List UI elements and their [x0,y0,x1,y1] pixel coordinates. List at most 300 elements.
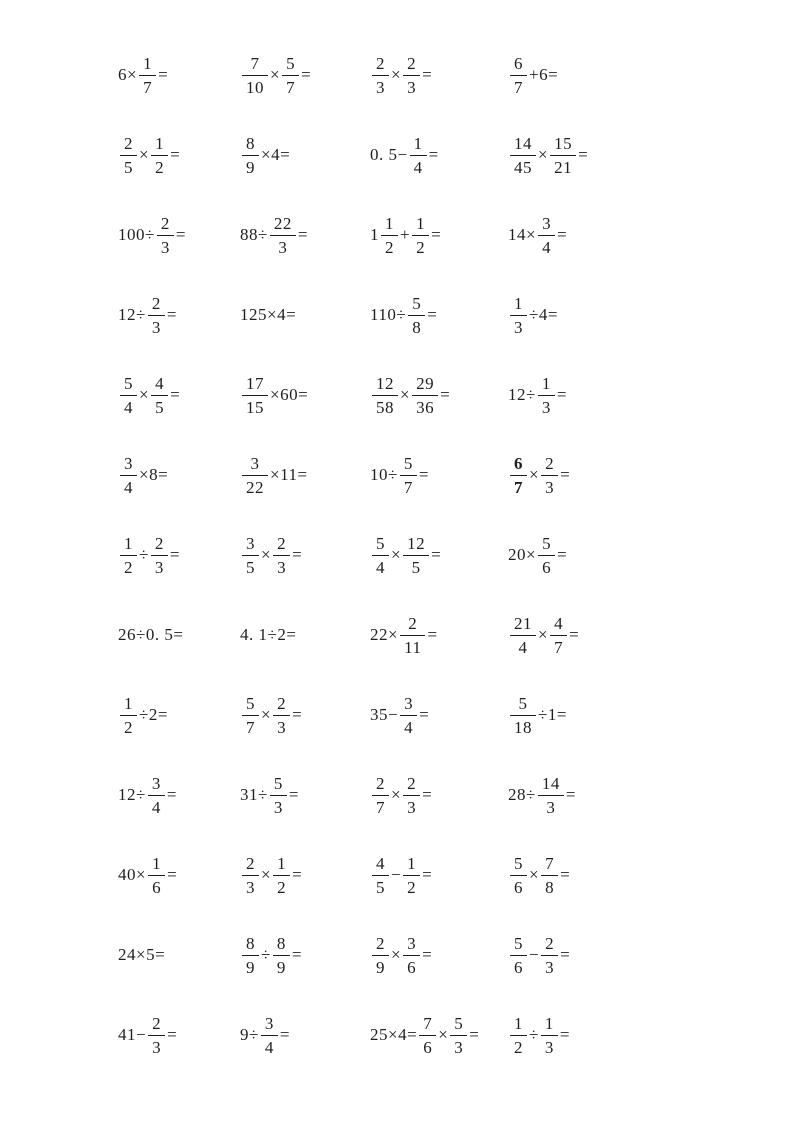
fraction-denominator: 9 [376,957,385,977]
fraction [538,214,555,257]
fraction [282,54,299,97]
problem [118,54,240,97]
fraction-denominator: 3 [545,957,555,977]
problem-row [118,515,753,595]
expression-text: 28÷ [508,785,536,804]
fraction-denominator: 3 [546,797,556,817]
fraction-denominator: 6 [514,957,523,977]
problem [240,534,370,577]
fraction-denominator: 21 [554,157,573,177]
expression-text: ÷ [261,945,271,964]
fraction-numerator: 1 [403,854,420,876]
problem-row [118,435,753,515]
problem [240,625,370,645]
fraction-numerator: 5 [510,854,527,876]
problem [240,934,370,977]
expression-text: × [139,145,150,164]
fraction-numerator: 2 [372,934,389,956]
fraction-numerator: 2 [273,534,290,556]
expression-text: 41− [118,1025,147,1044]
fraction [541,854,558,897]
fraction-denominator: 5 [124,157,133,177]
expression-text: = [569,625,580,644]
fraction [148,854,165,897]
problem [118,945,240,965]
expression-text: = [291,945,302,964]
fraction-denominator: 7 [514,477,523,497]
problem [508,774,753,817]
expression-text: × [438,1025,449,1044]
expression-text: × [529,465,540,484]
fraction-denominator: 6 [152,877,162,897]
expression-text: 10÷ [370,465,398,484]
fraction [541,934,558,977]
problem [240,134,370,177]
fraction-numerator: 5 [372,534,389,556]
expression-text: 100÷ [118,225,155,244]
fraction-denominator: 4 [264,1037,274,1057]
fraction [270,214,296,257]
expression-text: 125×4= [240,305,297,324]
expression-text: = [557,545,568,564]
fraction-denominator: 2 [124,557,133,577]
fraction-denominator: 4 [124,397,133,417]
fraction [372,374,398,417]
expression-text: × [391,545,402,564]
fraction-denominator: 7 [403,477,413,497]
expression-text: × [270,65,281,84]
fraction-denominator: 22 [246,477,264,497]
fraction-numerator: 21 [510,614,536,636]
expression-text: = [418,465,429,484]
expression-text: = [560,465,571,484]
fraction [273,934,290,977]
fraction [120,374,137,417]
expression-text: − [391,865,402,884]
fraction-denominator: 3 [273,797,283,817]
fraction [270,774,287,817]
fraction [550,614,567,657]
fraction-denominator: 9 [246,957,255,977]
fraction [538,774,564,817]
fraction-numerator: 22 [270,214,296,236]
expression-text: × [261,865,272,884]
problem [240,854,370,897]
fraction [538,534,555,577]
fraction-denominator: 15 [246,397,264,417]
fraction-numerator: 1 [120,694,137,716]
problem [118,294,240,337]
expression-text: = [556,385,567,404]
fraction [242,534,259,577]
expression-text: × [391,65,402,84]
problem [370,454,508,497]
fraction-numerator: 14 [510,134,536,156]
fraction [120,134,137,177]
fraction [450,1014,467,1057]
problem [508,694,753,737]
fraction-numerator: 5 [120,374,137,396]
expression-text: 26÷0. 5= [118,625,184,644]
fraction [273,854,290,897]
expression-text: 0. 5− [370,145,408,164]
expression-text: ÷ [139,545,149,564]
fraction-numerator: 15 [550,134,576,156]
fraction [400,454,417,497]
fraction [372,534,389,577]
fraction-denominator: 3 [278,237,288,257]
fraction [510,134,536,177]
expression-text: × [391,945,402,964]
fraction-numerator: 14 [538,774,564,796]
problem-row [118,275,753,355]
fraction-denominator: 4 [376,557,385,577]
problem [508,454,753,497]
expression-text: = [167,865,178,884]
expression-text: = [422,65,433,84]
fraction-denominator: 3 [246,877,255,897]
fraction [510,54,527,97]
fraction [541,1014,558,1057]
expression-text: = [422,865,433,884]
fraction-numerator: 1 [412,214,429,236]
expression-text: +6= [529,65,559,84]
fraction [148,1014,165,1057]
problem [118,694,240,737]
fraction [412,214,429,257]
problem [370,774,508,817]
fraction-denominator: 2 [277,877,287,897]
expression-text: = [440,385,451,404]
fraction-numerator: 3 [148,774,165,796]
problem [508,294,753,337]
problem [240,1014,370,1057]
problem [370,1014,508,1057]
fraction [400,614,425,657]
fraction-numerator: 8 [242,134,259,156]
fraction-numerator: 12 [372,374,398,396]
fraction [242,934,259,977]
expression-text: 12÷ [118,785,146,804]
expression-text: 110÷ [370,305,407,324]
fraction-numerator: 3 [538,214,555,236]
expression-text: = [469,1025,480,1044]
expression-text: ÷2= [139,705,168,724]
fraction-numerator: 17 [242,374,268,396]
fraction-numerator: 1 [381,214,398,236]
problem-row [118,355,753,435]
fraction [242,854,259,897]
fraction-numerator: 4 [151,374,168,396]
problem [240,374,370,417]
problem [118,854,240,897]
expression-text: = [565,785,576,804]
fraction-denominator: 6 [423,1037,433,1057]
expression-text: = [427,625,438,644]
fraction-numerator: 2 [403,774,420,796]
fraction-denominator: 10 [246,77,264,97]
problem [118,374,240,417]
problem [118,1014,240,1057]
expression-text: = [560,945,571,964]
expression-text: = [431,545,442,564]
problem [508,854,753,897]
fraction [372,854,389,897]
fraction-numerator: 6 [510,54,527,76]
expression-text: = [557,225,568,244]
expression-text: 4. 1÷2= [240,625,297,644]
fraction-denominator: 7 [143,77,153,97]
fraction [381,214,398,257]
fraction-numerator: 1 [510,1014,527,1036]
problem [508,534,753,577]
fraction-numerator: 5 [538,534,555,556]
fraction-denominator: 4 [413,157,423,177]
fraction-denominator: 4 [404,717,414,737]
problem-row [118,35,753,115]
expression-text: = [288,785,299,804]
fraction-numerator: 5 [282,54,299,76]
fraction [120,454,137,497]
problem [240,774,370,817]
expression-text: 40× [118,865,147,884]
fraction-numerator: 4 [372,854,389,876]
expression-text: ÷4= [529,305,558,324]
expression-text: ×60= [270,385,309,404]
fraction-numerator: 3 [120,454,137,476]
fraction-denominator: 2 [514,1037,523,1057]
fraction [273,694,290,737]
fraction [510,614,536,657]
expression-text: 88÷ [240,225,268,244]
fraction [403,854,420,897]
fraction [242,374,268,417]
fraction [412,374,438,417]
fraction-numerator: 1 [410,134,427,156]
fraction [372,774,389,817]
expression-text: 31÷ [240,785,268,804]
fraction-numerator: 3 [403,934,420,956]
expression-text: × [391,785,402,804]
fraction-denominator: 3 [154,557,164,577]
fraction [510,934,527,977]
fraction-numerator: 1 [148,854,165,876]
fraction-denominator: 7 [286,77,296,97]
fraction-numerator: 2 [372,774,389,796]
fraction-denominator: 2 [385,237,394,257]
expression-text: 12÷ [118,305,146,324]
expression-text: = [422,945,433,964]
expression-text: = [578,145,589,164]
fraction-numerator: 5 [400,454,417,476]
problem-row [118,755,753,835]
fraction-numerator: 1 [538,374,555,396]
fraction-numerator: 7 [541,854,558,876]
fraction-numerator: 2 [372,54,389,76]
problem [370,214,508,257]
fraction-numerator: 2 [541,934,558,956]
fraction-numerator: 1 [273,854,290,876]
fraction-denominator: 3 [277,557,287,577]
expression-text: 1 [370,225,379,244]
expression-text: = [301,65,312,84]
expression-text: ×4= [261,145,291,164]
fraction-denominator: 4 [151,797,161,817]
fraction-denominator: 3 [541,397,551,417]
fraction-denominator: 7 [514,77,523,97]
fraction-numerator: 1 [139,54,156,76]
fraction [510,294,527,337]
problem [118,134,240,177]
expression-text: 14× [508,225,537,244]
expression-text: 12÷ [508,385,536,404]
fraction-numerator: 5 [242,694,259,716]
expression-text: 6× [118,65,138,84]
problem [118,454,240,497]
fraction-denominator: 6 [407,957,417,977]
problem-row [118,595,753,675]
problem [240,305,370,325]
expression-text: = [175,225,186,244]
fraction-numerator: 5 [270,774,287,796]
fraction [408,294,425,337]
expression-text: = [169,545,180,564]
fraction [403,774,420,817]
problem [508,1014,753,1057]
fraction-numerator: 5 [450,1014,467,1036]
fraction-denominator: 3 [277,717,287,737]
expression-text: ×8= [139,465,169,484]
fraction-denominator: 5 [376,877,385,897]
expression-text: = [170,145,181,164]
problem [370,934,508,977]
fraction-denominator: 3 [407,77,417,97]
fraction-numerator: 2 [242,854,259,876]
fraction [550,134,576,177]
expression-text: = [428,145,439,164]
fraction-denominator: 3 [376,77,385,97]
fraction [372,54,389,97]
fraction-numerator: 8 [242,934,259,956]
fraction-denominator: 58 [376,397,394,417]
fraction-denominator: 3 [160,237,170,257]
expression-text: = [419,705,430,724]
fraction-numerator: 2 [157,214,174,236]
fraction [400,694,417,737]
fraction-denominator: 9 [246,157,255,177]
fraction-denominator: 6 [542,557,552,577]
fraction-numerator: 2 [403,54,420,76]
problem [508,614,753,657]
fraction [120,534,137,577]
fraction-denominator: 4 [518,637,528,657]
fraction [410,134,427,177]
expression-text: + [400,225,411,244]
problem [508,374,753,417]
problem-row [118,995,753,1075]
problem [370,614,508,657]
fraction-denominator: 8 [545,877,555,897]
problem-row [118,115,753,195]
fraction-denominator: 3 [545,477,555,497]
fraction-denominator: 3 [454,1037,464,1057]
fraction [157,214,174,257]
expression-text: ÷ [529,1025,539,1044]
fraction-numerator: 5 [510,934,527,956]
fraction [419,1014,436,1057]
fraction-numerator: 5 [408,294,425,316]
problem [370,534,508,577]
fraction [139,54,156,97]
expression-text: − [529,945,540,964]
fraction-numerator: 2 [120,134,137,156]
fraction-denominator: 2 [124,717,133,737]
problem [118,214,240,257]
fraction-denominator: 7 [554,637,564,657]
fraction-numerator: 6 [510,454,527,476]
fraction [510,694,536,737]
fraction [242,134,259,177]
fraction-numerator: 4 [550,614,567,636]
fraction-denominator: 3 [152,1037,162,1057]
fraction-numerator: 8 [273,934,290,956]
fraction [510,854,527,897]
fraction-numerator: 3 [242,534,259,556]
fraction [372,934,389,977]
fraction-numerator: 3 [242,454,268,476]
fraction-denominator: 3 [151,317,161,337]
fraction [148,294,165,337]
expression-text: 9÷ [240,1025,259,1044]
fraction [403,934,420,977]
fraction [242,54,268,97]
fraction-denominator: 5 [411,557,421,577]
expression-text: 24×5= [118,945,166,964]
expression-text: × [538,145,549,164]
fraction [403,54,420,97]
fraction [538,374,555,417]
fraction-numerator: 2 [148,1014,165,1036]
expression-text: = [292,545,303,564]
problem-row [118,835,753,915]
fraction-numerator: 2 [273,694,290,716]
fraction-denominator: 5 [155,397,165,417]
expression-text: × [139,385,150,404]
fraction-numerator: 1 [151,134,168,156]
fraction-numerator: 7 [242,54,268,76]
fraction-denominator: 2 [416,237,426,257]
problem [508,934,753,977]
fraction [510,454,527,497]
fraction [403,534,429,577]
fraction-denominator: 7 [376,797,385,817]
fraction-numerator: 1 [510,294,527,316]
fraction-denominator: 2 [407,877,417,897]
fraction [151,134,168,177]
fraction-denominator: 9 [276,957,286,977]
fraction-denominator: 3 [514,317,523,337]
problem [370,134,508,177]
expression-text: = [167,1025,178,1044]
fraction-numerator: 12 [403,534,429,556]
problem [240,54,370,97]
fraction [148,774,165,817]
worksheet [118,35,753,1075]
expression-text: = [422,785,433,804]
fraction [151,374,168,417]
problem [118,534,240,577]
problem [370,374,508,417]
